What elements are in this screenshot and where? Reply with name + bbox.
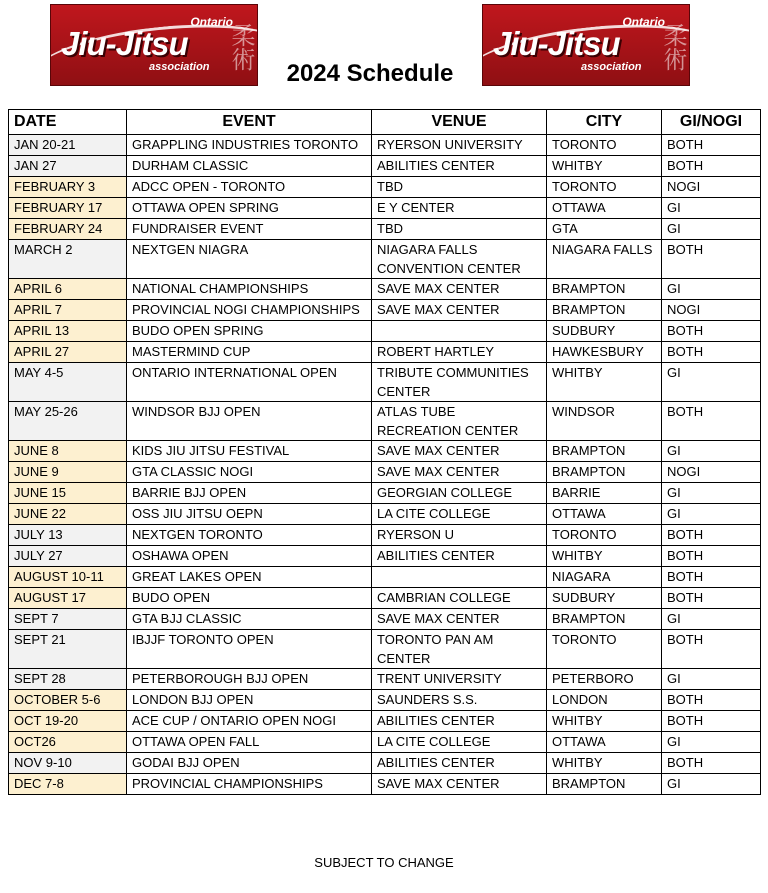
city-cell: WHITBY: [547, 546, 662, 567]
event-cell: OTTAWA OPEN FALL: [127, 732, 372, 753]
header-city: CITY: [547, 110, 662, 135]
table-row: [9, 753, 761, 774]
city-cell: OTTAWA: [547, 198, 662, 219]
table-row: [9, 321, 761, 342]
event-cell: ACE CUP / ONTARIO OPEN NOGI: [127, 711, 372, 732]
venue-cell: SAVE MAX CENTER: [372, 609, 547, 630]
event-cell: NATIONAL CHAMPIONSHIPS: [127, 279, 372, 300]
city-cell: TORONTO: [547, 630, 662, 669]
table-row: [9, 441, 761, 462]
city-cell: WINDSOR: [547, 402, 662, 441]
event-cell: NEXTGEN TORONTO: [127, 525, 372, 546]
gi-nogi-cell: GI: [662, 219, 761, 240]
date-cell: JULY 27: [9, 546, 127, 567]
table-row: [9, 774, 761, 795]
logo-main-text: Jiu-Jitsu: [61, 25, 188, 62]
gi-nogi-cell: GI: [662, 669, 761, 690]
gi-nogi-cell: GI: [662, 732, 761, 753]
city-cell: WHITBY: [547, 711, 662, 732]
gi-nogi-cell: BOTH: [662, 402, 761, 441]
gi-nogi-cell: BOTH: [662, 630, 761, 669]
city-cell: SUDBURY: [547, 321, 662, 342]
date-cell: AUGUST 17: [9, 588, 127, 609]
city-cell: BRAMPTON: [547, 609, 662, 630]
table-row: [9, 711, 761, 732]
event-cell: GRAPPLING INDUSTRIES TORONTO: [127, 135, 372, 156]
date-cell: JUNE 9: [9, 462, 127, 483]
logo-main-text: Jiu-Jitsu: [493, 25, 620, 62]
gi-nogi-cell: NOGI: [662, 177, 761, 198]
city-cell: NIAGARA FALLS: [547, 240, 662, 279]
date-cell: SEPT 21: [9, 630, 127, 669]
event-cell: BUDO OPEN: [127, 588, 372, 609]
date-cell: FEBRUARY 17: [9, 198, 127, 219]
date-cell: OCT 19-20: [9, 711, 127, 732]
city-cell: NIAGARA: [547, 567, 662, 588]
table-row: [9, 135, 761, 156]
gi-nogi-cell: BOTH: [662, 546, 761, 567]
venue-cell: ABILITIES CENTER: [372, 711, 547, 732]
gi-nogi-cell: NOGI: [662, 300, 761, 321]
gi-nogi-cell: BOTH: [662, 753, 761, 774]
event-cell: GODAI BJJ OPEN: [127, 753, 372, 774]
gi-nogi-cell: BOTH: [662, 588, 761, 609]
date-cell: FEBRUARY 3: [9, 177, 127, 198]
event-cell: GREAT LAKES OPEN: [127, 567, 372, 588]
table-row: [9, 177, 761, 198]
venue-cell: SAVE MAX CENTER: [372, 300, 547, 321]
venue-cell: CAMBRIAN COLLEGE: [372, 588, 547, 609]
date-cell: FEBRUARY 24: [9, 219, 127, 240]
association-logo-left: [50, 4, 258, 86]
header-venue: VENUE: [372, 110, 547, 135]
event-cell: MASTERMIND CUP: [127, 342, 372, 363]
gi-nogi-cell: BOTH: [662, 567, 761, 588]
logo-kanji: 柔術: [659, 23, 686, 71]
city-cell: BRAMPTON: [547, 774, 662, 795]
table-row: [9, 300, 761, 321]
city-cell: TORONTO: [547, 525, 662, 546]
gi-nogi-cell: NOGI: [662, 462, 761, 483]
venue-cell: ATLAS TUBE RECREATION CENTER: [372, 402, 547, 441]
venue-cell: NIAGARA FALLS CONVENTION CENTER: [372, 240, 547, 279]
venue-cell: E Y CENTER: [372, 198, 547, 219]
header-event: EVENT: [127, 110, 372, 135]
venue-cell: LA CITE COLLEGE: [372, 732, 547, 753]
event-cell: OTTAWA OPEN SPRING: [127, 198, 372, 219]
venue-cell: ABILITIES CENTER: [372, 753, 547, 774]
city-cell: SUDBURY: [547, 588, 662, 609]
gi-nogi-cell: BOTH: [662, 156, 761, 177]
event-cell: BARRIE BJJ OPEN: [127, 483, 372, 504]
gi-nogi-cell: GI: [662, 483, 761, 504]
gi-nogi-cell: GI: [662, 198, 761, 219]
event-cell: PROVINCIAL CHAMPIONSHIPS: [127, 774, 372, 795]
association-logo-right: [482, 4, 690, 86]
date-cell: APRIL 13: [9, 321, 127, 342]
table-header-row: [9, 110, 761, 135]
date-cell: JUNE 8: [9, 441, 127, 462]
event-cell: ONTARIO INTERNATIONAL OPEN: [127, 363, 372, 402]
table-row: [9, 690, 761, 711]
venue-cell: LA CITE COLLEGE: [372, 504, 547, 525]
city-cell: BRAMPTON: [547, 300, 662, 321]
event-cell: ADCC OPEN - TORONTO: [127, 177, 372, 198]
table-row: [9, 732, 761, 753]
city-cell: BRAMPTON: [547, 279, 662, 300]
table-row: [9, 240, 761, 279]
gi-nogi-cell: BOTH: [662, 342, 761, 363]
venue-cell: TBD: [372, 219, 547, 240]
logo-province-text: Ontario: [190, 15, 233, 29]
gi-nogi-cell: GI: [662, 774, 761, 795]
venue-cell: TBD: [372, 177, 547, 198]
event-cell: OSHAWA OPEN: [127, 546, 372, 567]
city-cell: GTA: [547, 219, 662, 240]
event-cell: GTA BJJ CLASSIC: [127, 609, 372, 630]
gi-nogi-cell: GI: [662, 441, 761, 462]
event-cell: WINDSOR BJJ OPEN: [127, 402, 372, 441]
venue-cell: SAVE MAX CENTER: [372, 279, 547, 300]
venue-cell: [372, 567, 547, 588]
page-title: 2024 Schedule: [286, 60, 454, 87]
table-row: [9, 342, 761, 363]
event-cell: GTA CLASSIC NOGI: [127, 462, 372, 483]
event-cell: IBJJF TORONTO OPEN: [127, 630, 372, 669]
date-cell: MARCH 2: [9, 240, 127, 279]
city-cell: TORONTO: [547, 135, 662, 156]
logo-province-text: Ontario: [622, 15, 665, 29]
event-cell: DURHAM CLASSIC: [127, 156, 372, 177]
venue-cell: TRIBUTE COMMUNITIES CENTER: [372, 363, 547, 402]
header-gi-nogi: GI/NOGI: [662, 110, 761, 135]
date-cell: JUNE 15: [9, 483, 127, 504]
header-date: DATE: [9, 110, 127, 135]
event-cell: PROVINCIAL NOGI CHAMPIONSHIPS: [127, 300, 372, 321]
venue-cell: ROBERT HARTLEY: [372, 342, 547, 363]
venue-cell: SAVE MAX CENTER: [372, 774, 547, 795]
event-cell: OSS JIU JITSU OEPN: [127, 504, 372, 525]
event-cell: LONDON BJJ OPEN: [127, 690, 372, 711]
gi-nogi-cell: GI: [662, 363, 761, 402]
venue-cell: [372, 321, 547, 342]
date-cell: OCT26: [9, 732, 127, 753]
event-cell: BUDO OPEN SPRING: [127, 321, 372, 342]
table-row: [9, 567, 761, 588]
date-cell: SEPT 28: [9, 669, 127, 690]
date-cell: JULY 13: [9, 525, 127, 546]
table-row: [9, 546, 761, 567]
city-cell: BARRIE: [547, 483, 662, 504]
gi-nogi-cell: BOTH: [662, 711, 761, 732]
date-cell: DEC 7-8: [9, 774, 127, 795]
table-row: [9, 504, 761, 525]
venue-cell: ABILITIES CENTER: [372, 546, 547, 567]
date-cell: JUNE 22: [9, 504, 127, 525]
gi-nogi-cell: GI: [662, 609, 761, 630]
city-cell: LONDON: [547, 690, 662, 711]
city-cell: BRAMPTON: [547, 441, 662, 462]
date-cell: OCTOBER 5-6: [9, 690, 127, 711]
venue-cell: ABILITIES CENTER: [372, 156, 547, 177]
city-cell: WHITBY: [547, 156, 662, 177]
date-cell: JAN 20-21: [9, 135, 127, 156]
city-cell: BRAMPTON: [547, 462, 662, 483]
table-row: [9, 198, 761, 219]
city-cell: OTTAWA: [547, 504, 662, 525]
logo-kanji: 柔術: [227, 23, 254, 71]
date-cell: NOV 9-10: [9, 753, 127, 774]
event-cell: NEXTGEN NIAGRA: [127, 240, 372, 279]
gi-nogi-cell: GI: [662, 279, 761, 300]
city-cell: HAWKESBURY: [547, 342, 662, 363]
city-cell: PETERBORO: [547, 669, 662, 690]
venue-cell: GEORGIAN COLLEGE: [372, 483, 547, 504]
gi-nogi-cell: GI: [662, 504, 761, 525]
date-cell: MAY 25-26: [9, 402, 127, 441]
venue-cell: RYERSON UNIVERSITY: [372, 135, 547, 156]
date-cell: AUGUST 10-11: [9, 567, 127, 588]
date-cell: SEPT 7: [9, 609, 127, 630]
table-row: [9, 219, 761, 240]
table-row: [9, 402, 761, 441]
gi-nogi-cell: BOTH: [662, 240, 761, 279]
venue-cell: SAVE MAX CENTER: [372, 462, 547, 483]
subject-to-change-note: SUBJECT TO CHANGE: [314, 855, 454, 870]
city-cell: WHITBY: [547, 363, 662, 402]
venue-cell: RYERSON U: [372, 525, 547, 546]
gi-nogi-cell: BOTH: [662, 525, 761, 546]
table-row: [9, 279, 761, 300]
city-cell: OTTAWA: [547, 732, 662, 753]
table-row: [9, 462, 761, 483]
table-row: [9, 609, 761, 630]
table-row: [9, 483, 761, 504]
date-cell: MAY 4-5: [9, 363, 127, 402]
table-row: [9, 156, 761, 177]
table-row: [9, 630, 761, 669]
venue-cell: SAUNDERS S.S.: [372, 690, 547, 711]
date-cell: JAN 27: [9, 156, 127, 177]
table-row: [9, 588, 761, 609]
date-cell: APRIL 27: [9, 342, 127, 363]
venue-cell: SAVE MAX CENTER: [372, 441, 547, 462]
date-cell: APRIL 7: [9, 300, 127, 321]
table-row: [9, 525, 761, 546]
gi-nogi-cell: BOTH: [662, 135, 761, 156]
date-cell: APRIL 6: [9, 279, 127, 300]
venue-cell: TRENT UNIVERSITY: [372, 669, 547, 690]
schedule-table: [8, 109, 761, 795]
logo-association-text: association: [581, 61, 642, 73]
logo-association-text: association: [149, 61, 210, 73]
city-cell: WHITBY: [547, 753, 662, 774]
city-cell: TORONTO: [547, 177, 662, 198]
gi-nogi-cell: BOTH: [662, 690, 761, 711]
table-row: [9, 669, 761, 690]
event-cell: PETERBOROUGH BJJ OPEN: [127, 669, 372, 690]
gi-nogi-cell: BOTH: [662, 321, 761, 342]
event-cell: FUNDRAISER EVENT: [127, 219, 372, 240]
event-cell: KIDS JIU JITSU FESTIVAL: [127, 441, 372, 462]
venue-cell: TORONTO PAN AM CENTER: [372, 630, 547, 669]
table-row: [9, 363, 761, 402]
